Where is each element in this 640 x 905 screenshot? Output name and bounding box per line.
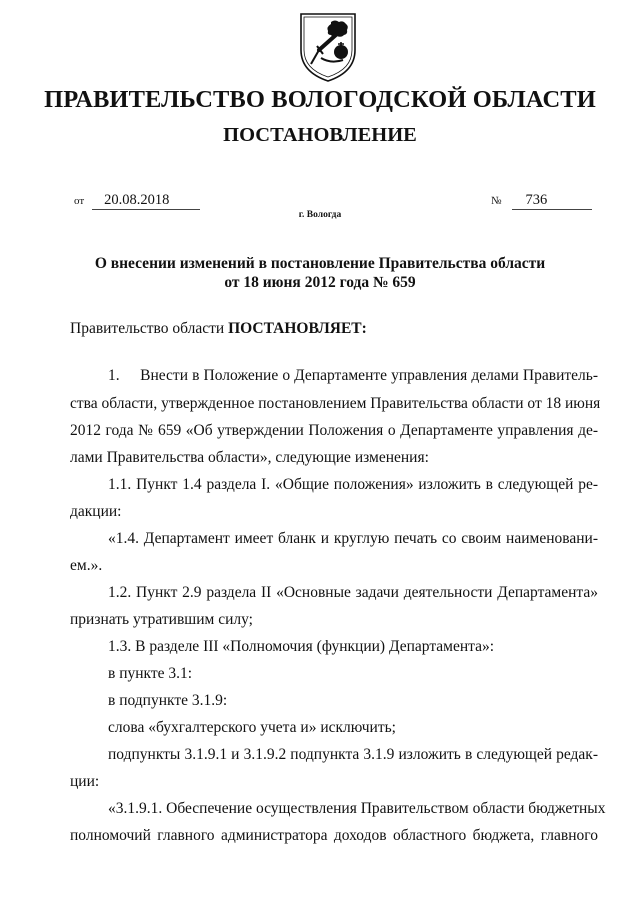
city-label: г. Вологда bbox=[298, 210, 342, 220]
body-line: 1.3. В разделе III «Полномочия (функции) Департамента»: bbox=[108, 638, 495, 655]
date-prefix: от bbox=[74, 195, 85, 207]
body-line: ем.». bbox=[70, 557, 103, 574]
body-line: полномочий главного администратора доходов областного бюджета, главного bbox=[70, 827, 598, 844]
body-line: ции: bbox=[70, 773, 100, 790]
body-line: ства области, утвержденное постановлением Правительства области от 18 июня bbox=[70, 395, 601, 412]
decree-intro bbox=[70, 320, 367, 338]
date-field bbox=[74, 192, 200, 210]
body-line: «3.1.9.1. Обеспечение осуществления Правительством области бюджетных bbox=[108, 800, 606, 817]
body-line: подпункты 3.1.9.1 и 3.1.9.2 подпункта 3.1.9 изложить в следующей редак- bbox=[108, 746, 598, 763]
body-line: «1.4. Департамент имеет бланк и круглую печать со своим наименовани- bbox=[108, 530, 598, 547]
body-line: 2012 года № 659 «Об утверждении Положения о Департаменте управления де- bbox=[70, 422, 598, 439]
number-prefix: № bbox=[491, 195, 502, 207]
body-line: в подпункте 3.1.9: bbox=[108, 692, 228, 709]
document-number: 736 bbox=[512, 192, 592, 210]
subject-line: О внесении изменений в постановление Правительства области bbox=[94, 255, 546, 272]
body-line: лами Правительства области», следующие изменения: bbox=[70, 449, 429, 466]
decree-intro-text: Правительство области bbox=[70, 320, 229, 337]
document-type: ПОСТАНОВЛЕНИЕ bbox=[223, 124, 417, 146]
document-subject bbox=[90, 254, 550, 292]
body-line: в пункте 3.1: bbox=[108, 665, 193, 682]
body-line: слова «бухгалтерского учета и» исключить; bbox=[108, 719, 396, 736]
body-line: дакции: bbox=[70, 503, 122, 520]
body-line: 1. Внести в Положение о Департаменте управления делами Правитель- bbox=[108, 367, 598, 384]
organization-title: ПРАВИТЕЛЬСТВО ВОЛОГОДСКОЙ ОБЛАСТИ bbox=[44, 86, 596, 113]
number-field bbox=[491, 192, 592, 210]
body-line: 1.1. Пункт 1.4 раздела I. «Общие положения» изложить в следующей ре- bbox=[108, 476, 598, 493]
coat-of-arms-emblem bbox=[297, 10, 359, 84]
body-line: признать утратившим силу; bbox=[70, 611, 253, 628]
decree-keyword: ПОСТАНОВЛЯЕТ: bbox=[228, 320, 367, 337]
document-date: 20.08.2018 bbox=[92, 192, 200, 210]
body-line: 1.2. Пункт 2.9 раздела II «Основные задачи деятельности Департамента» bbox=[108, 584, 598, 601]
subject-line: от 18 июня 2012 года № 659 bbox=[224, 274, 416, 291]
